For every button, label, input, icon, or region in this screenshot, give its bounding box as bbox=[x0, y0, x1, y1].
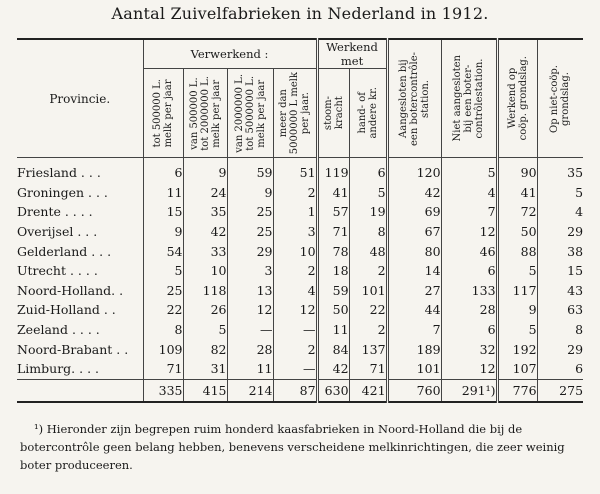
werkend-met-header: Werkend met bbox=[317, 39, 387, 69]
table-cell: 101 bbox=[387, 359, 441, 379]
table-cell: 25 bbox=[143, 281, 183, 301]
table-cell: 42 bbox=[317, 359, 349, 379]
table-cell: 11 bbox=[317, 320, 349, 340]
table-cell: 22 bbox=[349, 300, 387, 320]
table-row bbox=[17, 281, 583, 301]
total-cell: 760 bbox=[387, 379, 441, 402]
table-cell: 8 bbox=[143, 320, 183, 340]
table-cell: 28 bbox=[227, 339, 273, 359]
table-cell: 32 bbox=[441, 339, 497, 359]
column-header: Aangesloten bij een botercontrôle- station. bbox=[387, 39, 441, 158]
table-cell: 41 bbox=[497, 183, 537, 203]
table-cell: 9 bbox=[227, 183, 273, 203]
province-header: Provincie. bbox=[17, 39, 143, 158]
table-cell: 5 bbox=[537, 183, 583, 203]
table-body bbox=[17, 158, 583, 402]
total-cell: 630 bbox=[317, 379, 349, 402]
table-cell: 2 bbox=[349, 320, 387, 340]
table-cell: 6 bbox=[349, 158, 387, 183]
table-cell: 4 bbox=[537, 202, 583, 222]
table-cell: 90 bbox=[497, 158, 537, 183]
table-cell: 12 bbox=[273, 300, 317, 320]
table-cell: 50 bbox=[497, 222, 537, 242]
table-cell: 71 bbox=[317, 222, 349, 242]
table-cell: 14 bbox=[387, 261, 441, 281]
table-row bbox=[17, 339, 583, 359]
table-cell: 12 bbox=[441, 359, 497, 379]
table-cell: 27 bbox=[387, 281, 441, 301]
table-cell: 120 bbox=[387, 158, 441, 183]
total-cell: 421 bbox=[349, 379, 387, 402]
table-cell: 88 bbox=[497, 241, 537, 261]
province-name: Zuid-Holland . . bbox=[17, 302, 116, 318]
table-cell: 63 bbox=[537, 300, 583, 320]
table-cell: 42 bbox=[387, 183, 441, 203]
province-name: Groningen . . . bbox=[17, 184, 108, 200]
table-cell: 35 bbox=[183, 202, 227, 222]
table-cell: 6 bbox=[441, 320, 497, 340]
table-cell: 25 bbox=[227, 202, 273, 222]
table-cell: 29 bbox=[227, 241, 273, 261]
table-cell: 12 bbox=[227, 300, 273, 320]
table-cell: 6 bbox=[537, 359, 583, 379]
table-cell: 10 bbox=[273, 241, 317, 261]
province-name: Noord-Holland. . bbox=[17, 282, 124, 298]
total-cell: 776 bbox=[497, 379, 537, 402]
table-cell: 78 bbox=[317, 241, 349, 261]
table-cell: 6 bbox=[441, 261, 497, 281]
table-cell: 19 bbox=[349, 202, 387, 222]
statistics-table bbox=[17, 38, 583, 403]
column-header: tot 500000 L. melk per jaar bbox=[143, 69, 183, 158]
total-cell: 214 bbox=[227, 379, 273, 402]
column-header: Werkend op coöp. grondslag. bbox=[497, 39, 537, 158]
province-name: Drente . . . . bbox=[17, 204, 93, 220]
table-cell: 51 bbox=[273, 158, 317, 183]
table-cell: 189 bbox=[387, 339, 441, 359]
table-cell: 43 bbox=[537, 281, 583, 301]
table-cell: 2 bbox=[349, 261, 387, 281]
province-name: Zeeland . . . . bbox=[17, 322, 100, 338]
table-cell: 2 bbox=[273, 261, 317, 281]
table-cell: 7 bbox=[387, 320, 441, 340]
table-cell: 29 bbox=[537, 339, 583, 359]
table-row bbox=[17, 241, 583, 261]
table-cell: 59 bbox=[317, 281, 349, 301]
table-cell: 57 bbox=[317, 202, 349, 222]
table-row bbox=[17, 202, 583, 222]
province-name: Friesland . . . bbox=[17, 165, 101, 181]
table-cell: 22 bbox=[143, 300, 183, 320]
table-cell: 11 bbox=[143, 183, 183, 203]
table-cell: 5 bbox=[349, 183, 387, 203]
table-cell: 42 bbox=[183, 222, 227, 242]
table-cell: 46 bbox=[441, 241, 497, 261]
column-header: Niet aangesloten bij een boter- contrôlestation. bbox=[441, 39, 497, 158]
table-cell: 35 bbox=[537, 158, 583, 183]
total-cell: 275 bbox=[537, 379, 583, 402]
table-cell: 84 bbox=[317, 339, 349, 359]
table-cell: 117 bbox=[497, 281, 537, 301]
total-cell: 335 bbox=[143, 379, 183, 402]
table-row bbox=[17, 158, 583, 183]
totals-row bbox=[17, 379, 583, 402]
table-cell: 9 bbox=[143, 222, 183, 242]
table-cell: 82 bbox=[183, 339, 227, 359]
table-cell: 5 bbox=[497, 261, 537, 281]
table-cell: 18 bbox=[317, 261, 349, 281]
totals-label bbox=[17, 379, 143, 402]
table-cell: 107 bbox=[497, 359, 537, 379]
table-cell: 4 bbox=[273, 281, 317, 301]
province-name: Utrecht . . . . bbox=[17, 263, 98, 279]
table-cell: 71 bbox=[143, 359, 183, 379]
table-cell: 38 bbox=[537, 241, 583, 261]
table-cell: 25 bbox=[227, 222, 273, 242]
column-header: hand- of andere kr. bbox=[349, 69, 387, 158]
table-cell: 3 bbox=[227, 261, 273, 281]
table-cell: 54 bbox=[143, 241, 183, 261]
table-cell: 71 bbox=[349, 359, 387, 379]
table-cell: 12 bbox=[441, 222, 497, 242]
table-title: Aantal Zuivelfabrieken in Nederland in 1912. bbox=[111, 4, 489, 23]
column-header: van 500000 L. tot 2000000 L. melk per jaar bbox=[183, 69, 227, 158]
table-cell: 137 bbox=[349, 339, 387, 359]
table-row bbox=[17, 300, 583, 320]
table-cell: 109 bbox=[143, 339, 183, 359]
table-cell: 29 bbox=[537, 222, 583, 242]
column-header: van 2000000 L. tot 5000000 L. melk per jaar bbox=[227, 69, 273, 158]
table-row bbox=[17, 359, 583, 379]
table-cell: 6 bbox=[143, 158, 183, 183]
total-cell: 87 bbox=[273, 379, 317, 402]
total-cell: 291¹) bbox=[441, 379, 497, 402]
table-cell: 10 bbox=[183, 261, 227, 281]
table-cell: 1 bbox=[273, 202, 317, 222]
table-cell: 8 bbox=[537, 320, 583, 340]
table-row bbox=[17, 261, 583, 281]
table-cell: 5 bbox=[441, 158, 497, 183]
table-cell: 5 bbox=[183, 320, 227, 340]
table-cell: 72 bbox=[497, 202, 537, 222]
table-cell: — bbox=[227, 320, 273, 340]
table-cell: 48 bbox=[349, 241, 387, 261]
table-row bbox=[17, 320, 583, 340]
verwerkend-header: Verwerkend : bbox=[143, 39, 317, 69]
column-header: Op niet-coöp. grondslag. bbox=[537, 39, 583, 158]
table-cell: 2 bbox=[273, 339, 317, 359]
table-cell: 69 bbox=[387, 202, 441, 222]
table-cell: 67 bbox=[387, 222, 441, 242]
province-name: Noord-Brabant . . bbox=[17, 341, 129, 357]
province-name: Overijsel . . . bbox=[17, 224, 98, 240]
column-header: meer dan 5000000 L melk per jaar. bbox=[273, 69, 317, 158]
table-cell: 101 bbox=[349, 281, 387, 301]
table-cell: — bbox=[273, 359, 317, 379]
table-cell: 24 bbox=[183, 183, 227, 203]
table-cell: 7 bbox=[441, 202, 497, 222]
table-cell: 13 bbox=[227, 281, 273, 301]
total-cell: 415 bbox=[183, 379, 227, 402]
table-cell: 133 bbox=[441, 281, 497, 301]
province-name: Gelderland . . . bbox=[17, 243, 112, 259]
table-cell: 8 bbox=[349, 222, 387, 242]
table-row bbox=[17, 183, 583, 203]
table-cell: 80 bbox=[387, 241, 441, 261]
table-cell: 28 bbox=[441, 300, 497, 320]
table-cell: 59 bbox=[227, 158, 273, 183]
table-cell: 33 bbox=[183, 241, 227, 261]
table-cell: 50 bbox=[317, 300, 349, 320]
table-cell: 4 bbox=[441, 183, 497, 203]
table-cell: 15 bbox=[537, 261, 583, 281]
table-cell: 2 bbox=[273, 183, 317, 203]
table-cell: 5 bbox=[143, 261, 183, 281]
table-row bbox=[17, 222, 583, 242]
table-cell: 9 bbox=[497, 300, 537, 320]
table-cell: 118 bbox=[183, 281, 227, 301]
footnote: ¹) Hieronder zijn begrepen ruim honderd kaasfabrieken in Noord-Holland die bij de botercontrôle geen belang hebben, benevens verscheidene melkinrichtingen, die zeer weinig boter produceeren. bbox=[20, 422, 565, 472]
table-cell: 11 bbox=[227, 359, 273, 379]
table-cell: 192 bbox=[497, 339, 537, 359]
table-cell: 9 bbox=[183, 158, 227, 183]
table-cell: 5 bbox=[497, 320, 537, 340]
table-cell: 44 bbox=[387, 300, 441, 320]
table-cell: 31 bbox=[183, 359, 227, 379]
province-name: Limburg. . . . bbox=[17, 361, 99, 377]
table-cell: 3 bbox=[273, 222, 317, 242]
table-cell: 41 bbox=[317, 183, 349, 203]
table-cell: 119 bbox=[317, 158, 349, 183]
table-cell: — bbox=[273, 320, 317, 340]
column-header: stoom- kracht bbox=[317, 69, 349, 158]
table-cell: 15 bbox=[143, 202, 183, 222]
table-cell: 26 bbox=[183, 300, 227, 320]
